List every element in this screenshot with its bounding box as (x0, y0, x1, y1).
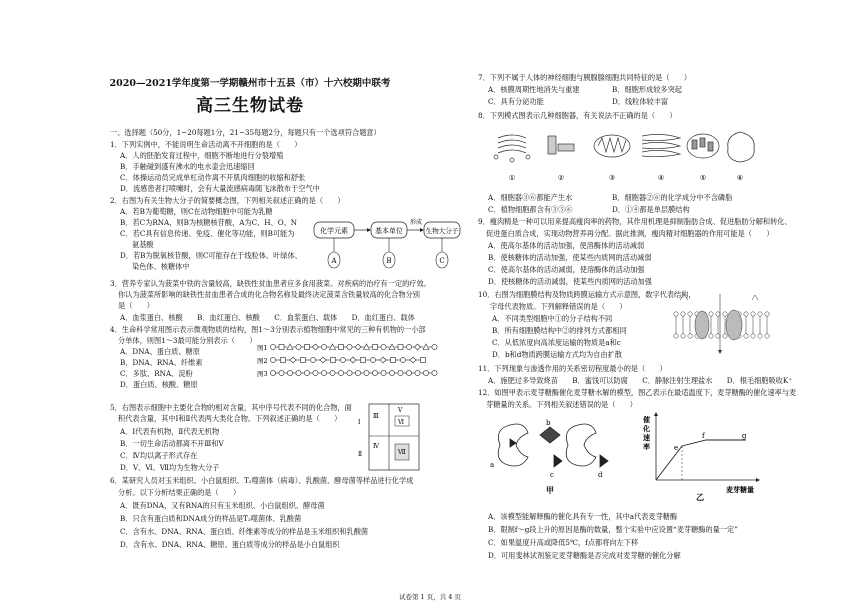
svg-text:c: c (550, 471, 554, 479)
rate-curve (656, 440, 746, 480)
q10-option-b: B．所有细胞膜结构中②的排列方式都相同 (492, 326, 627, 335)
q1-option-b: B．手触碰到盛有沸水的电水壶会迅速缩回 (120, 162, 255, 171)
monomer-unit (415, 344, 421, 350)
monomer-unit (391, 358, 396, 363)
q2-option-b: B．若C为RNA，则B为核糖核苷酸，A为C、H、O、N (120, 218, 298, 227)
diagram-arrow-label: 形成 (409, 219, 423, 226)
svg-text:②: ② (557, 174, 565, 182)
q10-option-c: C．从低浓度向高浓度运输的物质是a和c (492, 338, 621, 347)
monomer-unit (330, 370, 335, 375)
phospholipid-head (688, 312, 692, 316)
q6-option-d: D．含有水、DNA、RNA、糖原、蛋白质等成分的样品是小白鼠组织 (120, 540, 340, 549)
monomer-unit (398, 345, 403, 350)
monomer-unit (370, 357, 375, 362)
phospholipid-head (751, 334, 755, 338)
monomer-unit (310, 357, 315, 362)
q9-option-c: C．使高尔基体的活动减弱，使溶酶体的活动加强 (488, 265, 645, 274)
monomer-unit (432, 370, 437, 375)
monomer-unit (296, 370, 301, 375)
monomer-unit (270, 357, 275, 362)
q9-option-b: B．使核糖体的活动加强，使某些内质网的活动减弱 (488, 253, 652, 262)
q5-option-d: D．Ⅴ、Ⅵ、Ⅶ均为生物大分子 (120, 463, 220, 472)
q6-stem-2: 分析。以下分析结果正确的是（ ） (118, 488, 241, 497)
q11-options: A．施肥过多导致烧苗 B．蜜饯可以防腐 C．静脉注射生理盐水 D．根毛细胞吸收K⁺ (488, 376, 793, 385)
monomer-unit (400, 357, 405, 362)
q10-stem: 10．右图为细胞膜结构及物质跨膜运输方式示意图，数字代表结构， (478, 290, 696, 299)
q3-stem: 3．营养专家认为菠菜中铁的含量较高，缺铁性贫血患者应多食用菠菜。对疾病的治疗有一定的疗效。 (110, 279, 431, 288)
monomer-unit (389, 344, 395, 350)
q1-option-c: C．体操运动员完成单杠动作离不开肌肉细胞的收缩和舒张 (120, 173, 306, 182)
phospholipid-head (765, 334, 769, 338)
fig-label-yi: 乙 (696, 492, 704, 502)
svg-text:图1: 图1 (257, 344, 268, 352)
monomer-unit (381, 370, 386, 375)
q5-stem-2: 积代表含量，其中Ⅰ和Ⅱ代表两大类化合物。下列叙述正确的是（ ） (118, 414, 342, 423)
monomer-unit (313, 344, 319, 350)
q3-stem-2: 你认为菠菜所影响的缺铁性贫血患者合成的化合物名称及最终决定菠菜含铁量较高的化合物分别 (118, 290, 420, 299)
q5-option-a: A．Ⅰ代表有机物，Ⅱ代表无机物 (120, 427, 220, 436)
svg-text:③: ③ (608, 174, 616, 182)
q5-stem: 5．右图表示细胞中主要化合物的相对含量，其中序号代表不同的化合物，面 (110, 403, 352, 412)
phospholipid-head (723, 312, 727, 316)
q8-stem: 8．下列模式图表示几种细胞器，有关说法不正确的是（ ） (478, 111, 677, 120)
phospholipid-head (681, 334, 685, 338)
organelle-3-mitochondrion (594, 135, 630, 157)
q9-stem-2: 促进蛋白质合成，实现动物营养再分配。据此推测，瘦肉精对细胞器的作用可能是（ ） (486, 229, 774, 238)
monomer-unit (381, 344, 386, 349)
q7-option-a: A．核膜周期性地消失与重建 (488, 85, 580, 94)
q10-option-d: D．b和d物质跨膜运输方式均为自由扩散 (492, 350, 622, 359)
phospholipid-head (758, 312, 762, 316)
monomer-unit (398, 370, 403, 375)
monomer-unit (321, 370, 326, 375)
ylabel-char: 速 (643, 433, 650, 442)
q5-option-c: C．Ⅳ均以离子形式存在 (120, 451, 198, 460)
monomer-unit (389, 370, 394, 375)
q8-option-a: A．细胞器③⑥都能产生水 (488, 193, 573, 202)
point-e: e (674, 444, 679, 452)
phospholipid-head (765, 312, 769, 316)
diagram-box-unit: 基本单位 (375, 227, 403, 235)
phospholipid-head (723, 334, 727, 338)
q12-option-a: A．该模型能解释酶的催化具有专一性，其中a代表麦芽糖酶 (488, 512, 678, 521)
monomer-unit (330, 344, 336, 350)
monomer-unit (340, 357, 345, 362)
fig-label-jia: 甲 (546, 485, 554, 495)
q11-stem: 11．下列现象与渗透作用的关系密切程度最小的是（ ） (478, 364, 667, 373)
q6-option-a: A．既有DNA，又有RNA的只有玉米组织、小白鼠组织、酵母菌 (120, 501, 325, 510)
q8-option-c: C．植物细胞都含有③⑤⑥ (488, 205, 573, 214)
organelle-4-er (642, 134, 680, 156)
phospholipid-head (674, 334, 678, 338)
q10-membrane-diagram (672, 290, 774, 360)
monomer-unit (290, 357, 296, 363)
monomer-unit (373, 345, 378, 350)
q12-option-c: C．如果温度升高或降低5℃，f点都将向左下移 (488, 538, 639, 547)
chart-xlabel: 麦芽糖量 (726, 485, 754, 494)
svg-text:B: B (386, 257, 392, 265)
phospholipid-head (716, 312, 720, 316)
q5-compound-chart (355, 400, 425, 475)
monomer-unit (364, 344, 370, 350)
q4-option-a: A．DNA、蛋白质、糖原 (120, 347, 200, 356)
organelle-5-chloroplast (687, 134, 719, 158)
q2-option-a: A．若B为葡萄糖，则C在动物细胞中可能为乳糖 (120, 207, 273, 216)
phospholipid-head (744, 334, 748, 338)
point-f: f (702, 432, 705, 440)
svg-text:A: A (331, 257, 337, 265)
q2-option-d: D．若B为脱氧核苷酸，则C可能存在于线粒体、叶绿体、 (120, 251, 302, 260)
label-V: Ⅴ (398, 407, 403, 414)
svg-text:图3: 图3 (257, 370, 268, 378)
label-IV: Ⅳ (373, 443, 379, 450)
monomer-unit (305, 345, 310, 350)
phospholipid-head (709, 334, 713, 338)
ylabel-char: 化 (643, 424, 650, 433)
monomer-unit (421, 358, 426, 363)
diagram-box-elements: 化学元素 (320, 227, 348, 235)
diagram-box-macromolecule: 生物大分子 (425, 227, 459, 235)
q2-option-d-cont: 染色体、核糖体中 (132, 262, 190, 271)
q1-option-d: D．流感患者打喷嚏时，会有大量流感病毒随飞沫散布于空气中 (120, 184, 320, 193)
q2-option-c-cont: 氨基酸 (132, 240, 154, 249)
phospholipid-head (688, 334, 692, 338)
monomer-unit (339, 345, 344, 350)
q12-option-d: D．可用斐林试剂鉴定麦芽糖酶是否完成对麦芽糖的催化分解 (488, 551, 681, 560)
phospholipid-head (674, 312, 678, 316)
q6-option-c: C．含有水、DNA、RNA、蛋白质、纤维素等成分的样品是玉米组织和乳酸菌 (120, 527, 369, 536)
phospholipid-head (751, 312, 755, 316)
q7-option-b: B．细胞形成较多突起 (612, 85, 682, 94)
organelle-2-centriole (548, 136, 574, 154)
organelle-6-vacuole (728, 132, 754, 162)
monomer-unit (347, 344, 352, 349)
monomer-unit (296, 344, 301, 349)
phospholipid-head (744, 312, 748, 316)
monomer-unit (279, 370, 284, 375)
label-I: Ⅰ (358, 419, 361, 426)
chart-ylabel (642, 415, 650, 451)
monomer-unit (320, 357, 326, 363)
svg-text:C: C (439, 257, 445, 265)
svg-text:④: ④ (657, 174, 665, 182)
q10-option-a: A．不同类型细胞中①的分子结构不同 (492, 314, 613, 323)
q9-option-a: A．使高尔基体的活动加强，使溶酶体的活动减弱 (488, 241, 645, 250)
phospholipid-head (716, 334, 720, 338)
q4-option-d: D．蛋白质、核酸、糖原 (120, 380, 198, 389)
monomer-unit (287, 370, 292, 375)
q8-option-d: D．①④都是单层膜结构 (612, 205, 690, 214)
q2-stem: 2．右图为有关生物大分子的简要概念图，下列相关叙述正确的是（ ） (110, 196, 345, 205)
monomer-unit (380, 357, 386, 363)
q6-stem: 6．某研究人员对玉米组织、小白鼠组织、T₂噬菌体（病毒）、乳酸菌、酵母菌等样品进行化学成 (110, 476, 414, 485)
q4-monomer-figures (255, 341, 455, 381)
q1-option-a: A．人的胚胎发育过程中，细胞不断地进行分裂增殖 (120, 151, 284, 160)
q4-stem: 4．生命科学常用图示表示微观物质的结构，图1～3分别表示植物细胞中常见的三种有机物的一小部 (110, 325, 426, 334)
organelle-1-golgi (494, 135, 530, 162)
q2-concept-diagram (312, 212, 462, 272)
monomer-unit (361, 358, 366, 363)
q3-options: A．血浆蛋白、核酸 B．血红蛋白、核酸 C．血浆蛋白、载体 D．血红蛋白、载体 (120, 313, 415, 322)
label-VI: Ⅵ (398, 419, 405, 426)
subject-title: 高三生物试卷 (196, 96, 304, 116)
q1-stem: 1．下列实例中，不能说明生命活动离不开细胞的是（ ） (110, 140, 302, 149)
monomer-unit (372, 370, 377, 375)
q12-rate-chart (636, 410, 766, 502)
page-footer: 试卷第 1 页，共 4 页 (398, 593, 462, 601)
monomer-unit (355, 344, 361, 350)
ylabel-char: 催 (643, 415, 650, 424)
exam-title: 2020—2021学年度第一学期赣州市十五县（市）十六校期中联考 (109, 78, 391, 89)
monomer-unit (287, 344, 293, 350)
q4-option-b: B．DNA、RNA、纤维素 (120, 358, 203, 367)
q4-stem-2: 分单体，则图1～3最可能分别表示（ ） (118, 336, 257, 345)
monomer-unit (410, 357, 416, 363)
monomer-unit (313, 370, 318, 375)
monomer-unit (301, 358, 306, 363)
monomer-unit (423, 370, 428, 375)
svg-text:⑥: ⑥ (736, 174, 744, 182)
monomer-unit (350, 357, 356, 363)
monomer-unit (321, 344, 326, 349)
point-g: g (742, 432, 747, 440)
q8-organelle-figures (490, 124, 770, 186)
q5-option-b: B．一切生命活动都离不开Ⅲ和Ⅴ (120, 439, 224, 448)
q7-option-c: C．具有分泌功能 (488, 97, 544, 106)
q2-option-c: C．若C具有信息传递、免疫、催化等功能，则B可能为 (120, 229, 295, 238)
monomer-unit (281, 358, 286, 363)
ylabel-char: 率 (643, 442, 650, 451)
monomer-unit (270, 370, 275, 375)
q3-stem-3: 是（ ） (118, 301, 154, 310)
q9-option-d: D．使核糖体的活动减弱，使某些内质网的活动加强 (488, 277, 652, 286)
svg-text:①: ① (508, 174, 516, 182)
monomer-unit (279, 345, 284, 350)
q12-option-b: B．限制f～g段上升的原因是酶的数量，整个实验中应设置“麦芽糖酶的量一定” (488, 525, 738, 534)
monomer-unit (432, 344, 437, 349)
phospholipid-head (709, 312, 713, 316)
label-VII: Ⅶ (398, 449, 406, 456)
monomer-unit (347, 370, 352, 375)
svg-text:a: a (490, 461, 495, 469)
q10-stem-2: 字母代表物质。下列解释错误的是（ ） (490, 302, 627, 311)
label-II: Ⅱ (358, 451, 363, 458)
svg-text:b: b (546, 419, 551, 427)
q9-stem: 9．瘦肉精是一种可以用来提高瘦肉率的药物，其作用机理是抑制脂肪合成、促进脂肪分解和转化、 (478, 217, 792, 226)
monomer-unit (270, 344, 275, 349)
label-III: Ⅲ (373, 413, 379, 420)
svg-text:⑤: ⑤ (699, 174, 707, 182)
q8-option-b: B．细胞器②⑥的化学成分中不含磷脂 (612, 193, 733, 202)
phospholipid-head (758, 334, 762, 338)
q6-option-b: B．只含有蛋白质和DNA成分的样品是T₂噬菌体、乳酸菌 (120, 514, 302, 523)
svg-text:图2: 图2 (257, 357, 268, 365)
monomer-unit (406, 370, 411, 375)
monomer-unit (423, 344, 429, 350)
q12-enzyme-model (488, 415, 618, 495)
monomer-unit (364, 370, 369, 375)
q7-option-d: D．线粒体较丰富 (612, 97, 669, 106)
q12-stem-2: 芽糖量的关系。下列相关叙述错误的是（ ） (486, 400, 637, 409)
section-heading: 一、选择题（50分，1~20每题1分，21~35每题2分，每题只有一个选项符合题意） (110, 128, 381, 137)
q12-stem: 12．如图甲表示麦芽糖酶催化麦芽糖水解的模型，图乙表示在最适温度下，麦芽糖酶的催化速率与麦 (478, 388, 797, 397)
monomer-unit (338, 370, 343, 375)
monomer-unit (304, 370, 309, 375)
q4-option-c: C．多肽、RNA、淀粉 (120, 369, 193, 378)
monomer-unit (355, 370, 360, 375)
monomer-unit (331, 358, 336, 363)
svg-text:d: d (598, 471, 603, 479)
phospholipid-head (681, 312, 685, 316)
q7-stem: 7．下列不属于人体的神经细胞与胰腺腺细胞共同特征的是（ ） (478, 73, 692, 82)
monomer-unit (415, 370, 420, 375)
monomer-unit (406, 344, 411, 349)
